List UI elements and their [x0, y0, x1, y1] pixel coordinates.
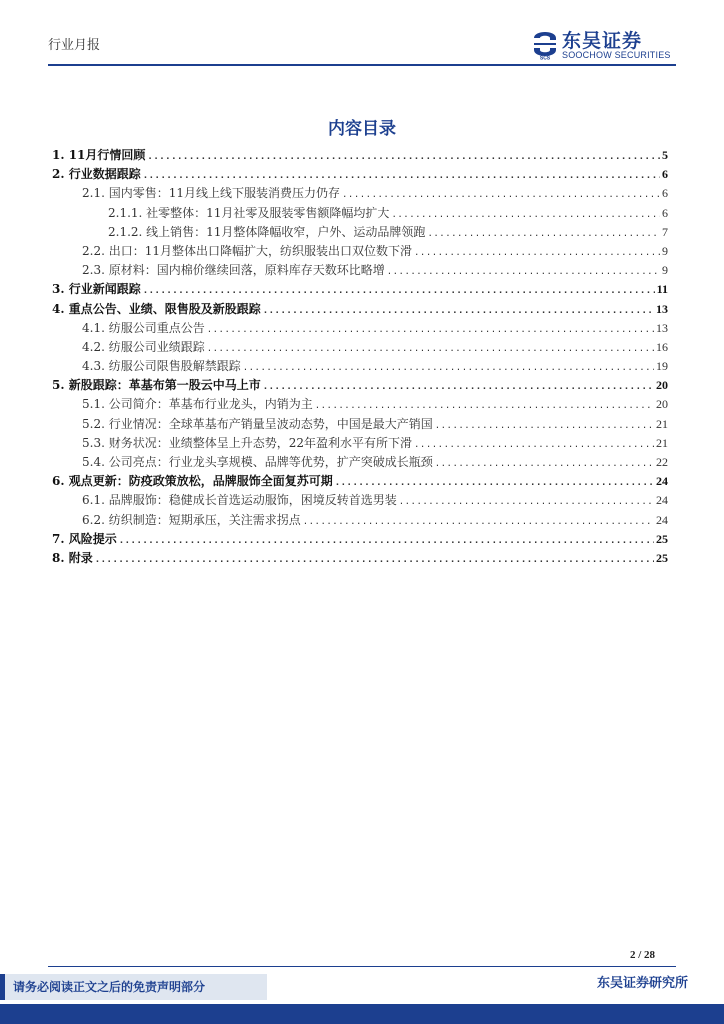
toc-entry[interactable] [52, 376, 668, 395]
toc-entry-title: 5.3. 财务状况：业绩整体呈上升态势，22年盈利水平有所下滑 [82, 435, 412, 450]
toc-entry[interactable] [52, 204, 668, 223]
logo-english-name: SOOCHOW SECURITIES [562, 50, 671, 60]
scs-logo-icon [530, 26, 560, 60]
toc-entry-title: 6.2. 纺织制造：短期承压，关注需求拐点 [82, 512, 301, 527]
toc-entry-page: 11 [656, 282, 668, 297]
toc-entry-page: 24 [656, 493, 668, 508]
toc-leader-dots [263, 302, 654, 321]
toc-entry[interactable] [52, 530, 668, 549]
toc-leader-dots [435, 455, 654, 474]
footer-band [0, 1004, 724, 1024]
toc-entry-page: 5 [662, 148, 668, 162]
toc-entry-page: 9 [662, 243, 668, 258]
toc-leader-dots [414, 244, 660, 263]
toc-entry-page: 6 [662, 167, 668, 182]
toc-entry-title: 1. 11月行情回顾 [52, 148, 146, 162]
toc-entry-title: 5.4. 公司亮点：行业龙头享规模、品牌等优势，扩产突破成长瓶颈 [82, 455, 433, 469]
toc-entry-title: 2.1.1. 社零整体：11月社零及服装零售额降幅均扩大 [108, 205, 390, 220]
toc-entry-page: 16 [656, 339, 668, 354]
toc-leader-dots [342, 186, 660, 205]
toc-leader-dots [414, 436, 654, 455]
logo-chinese-name: 东吴证券 [562, 30, 643, 52]
toc-entry[interactable] [52, 319, 668, 338]
company-logo [530, 26, 680, 62]
toc-leader-dots [427, 225, 660, 244]
toc-entry-title: 4. 重点公告、业绩、限售股及新股跟踪 [52, 301, 261, 316]
toc-entry-page: 9 [662, 263, 668, 278]
toc-entry[interactable] [52, 491, 668, 510]
toc-entry-title: 5.1. 公司简介：革基布行业龙头，内销为主 [82, 397, 313, 412]
toc-entry-page: 24 [656, 512, 668, 527]
toc-entry[interactable] [52, 146, 668, 165]
toc-entry-page: 13 [656, 320, 668, 335]
toc-entry-title: 2.2. 出口：11月整体出口降幅扩大，纺织服装出口双位数下滑 [82, 243, 412, 258]
report-type-label: 行业月报 [48, 38, 101, 53]
toc-entry-page: 6 [662, 186, 668, 201]
toc-entry-title: 2.3. 原材料：国内棉价继续回落，原料库存天数环比略增 [82, 263, 385, 278]
toc-entry-title: 4.3. 纺服公司限售股解禁跟踪 [82, 359, 241, 374]
toc-entry[interactable] [52, 434, 668, 453]
toc-entry-page: 13 [656, 301, 668, 316]
toc-entry-page: 21 [656, 416, 668, 431]
toc-entry-title: 3. 行业新闻跟踪 [52, 282, 141, 297]
toc-entry[interactable] [52, 357, 668, 376]
header-divider [48, 64, 676, 66]
disclaimer-bar [0, 974, 267, 1000]
toc-title: 内容目录 [328, 119, 396, 139]
toc-entry-title: 6.1. 品牌服饰：稳健成长首选运动服饰，困境反转首选男装 [82, 493, 397, 508]
toc-leader-dots [95, 551, 654, 570]
toc-entry-page: 21 [656, 435, 668, 450]
toc-entry[interactable] [52, 338, 668, 357]
toc-entry-title: 7. 风险提示 [52, 531, 117, 546]
toc-entry-page: 20 [656, 397, 668, 412]
disclaimer-text: 请务必阅读正文之后的免责声明部分 [13, 980, 206, 994]
toc-leader-dots [207, 321, 654, 340]
toc-entry-page: 24 [656, 474, 668, 489]
toc-entry[interactable] [52, 415, 668, 434]
toc-leader-dots [435, 417, 654, 436]
toc-leader-dots [207, 340, 654, 359]
toc-entry-page: 6 [662, 205, 668, 220]
toc-entry[interactable] [52, 549, 668, 568]
footer-divider [48, 966, 676, 967]
toc-entry[interactable] [52, 223, 668, 242]
toc-entry-title: 8. 附录 [52, 550, 93, 565]
toc-entry-title: 2.1.2. 线上销售：11月整体降幅收窄，户外、运动品牌领跑 [108, 224, 426, 239]
toc-entry[interactable] [52, 511, 668, 530]
toc-entry[interactable] [52, 300, 668, 319]
toc-entry-title: 5.2. 行业情况：全球革基布产销量呈波动态势，中国是最大产销国 [82, 416, 433, 431]
table-of-contents [52, 146, 668, 568]
toc-entry-title: 4.2. 纺服公司业绩跟踪 [82, 339, 205, 354]
research-institute-name: 东吴证券研究所 [596, 976, 688, 991]
toc-entry[interactable] [52, 184, 668, 203]
toc-leader-dots [391, 206, 660, 225]
toc-leader-dots [303, 513, 654, 532]
toc-leader-dots [119, 532, 654, 551]
page-indicator: 2 / 28 [630, 949, 656, 961]
toc-entry[interactable] [52, 242, 668, 261]
toc-entry-title: 5. 新股跟踪：革基布第一股云中马上市 [52, 378, 261, 393]
toc-entry[interactable] [52, 453, 668, 472]
toc-leader-dots [387, 263, 660, 282]
toc-entry-page: 22 [656, 455, 668, 469]
toc-entry[interactable] [52, 395, 668, 414]
toc-entry[interactable] [52, 280, 668, 299]
toc-entry-title: 2.1. 国内零售：11月线上线下服装消费压力仍存 [82, 186, 340, 201]
toc-entry-page: 20 [656, 378, 668, 393]
toc-leader-dots [147, 148, 660, 167]
toc-entry[interactable] [52, 165, 668, 184]
logo-mark-text: SCS [539, 55, 551, 60]
toc-entry-page: 19 [656, 359, 668, 374]
toc-entry-page: 7 [662, 224, 668, 239]
toc-leader-dots [263, 378, 654, 397]
toc-entry[interactable] [52, 261, 668, 280]
toc-entry-title: 2. 行业数据跟踪 [52, 167, 141, 182]
toc-entry[interactable] [52, 472, 668, 491]
toc-entry-title: 6. 观点更新：防疫政策放松，品牌服饰全面复苏可期 [52, 474, 333, 489]
toc-leader-dots [243, 359, 654, 378]
toc-entry-page: 25 [656, 550, 668, 565]
toc-leader-dots [399, 493, 654, 512]
toc-entry-title: 4.1. 纺服公司重点公告 [82, 320, 205, 335]
toc-entry-page: 25 [656, 531, 668, 546]
